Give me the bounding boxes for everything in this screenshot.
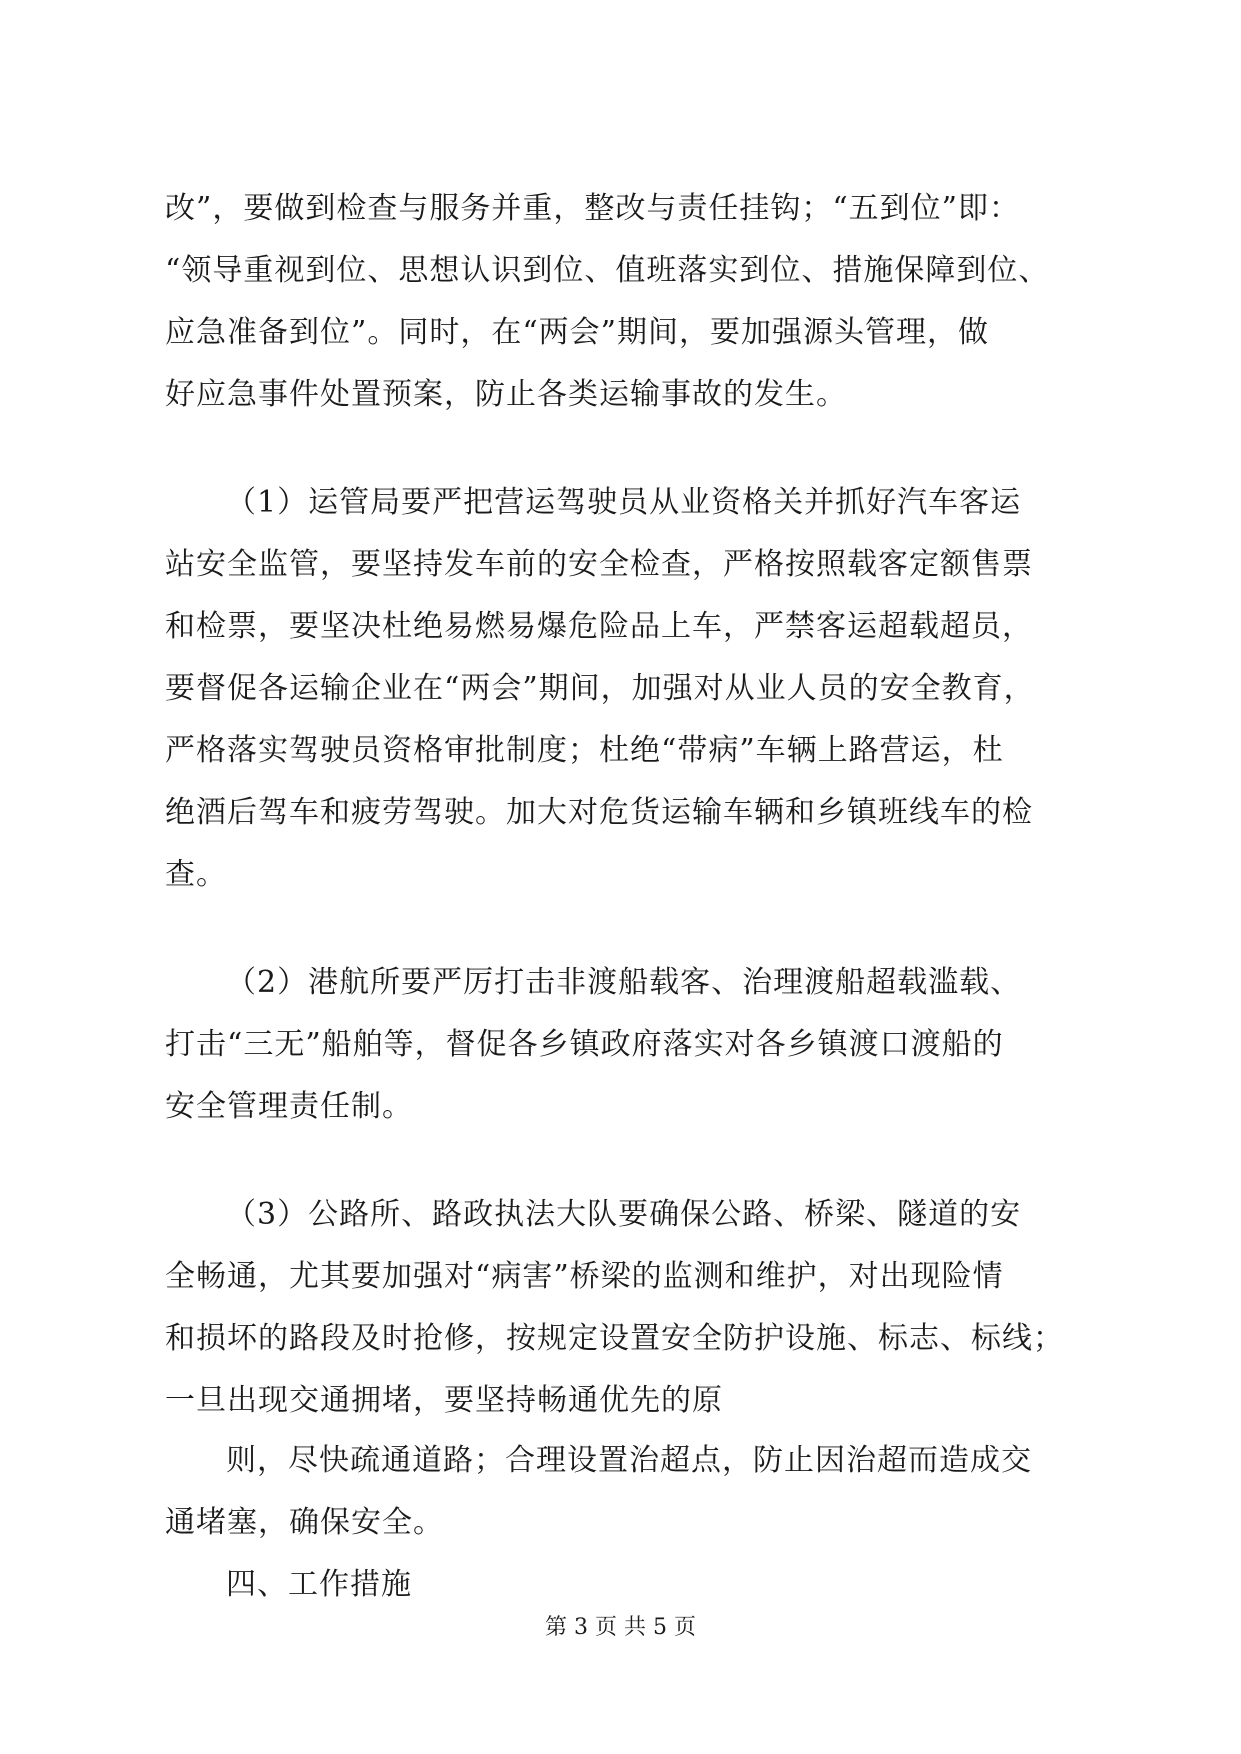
body-text-line: 严格落实驾驶员资格审批制度；杜绝“带病”车辆上路营运，杜 [165,733,1004,768]
body-text-line: 全畅通，尤其要加强对“病害”桥梁的监测和维护，对出现险情 [165,1259,1004,1294]
body-text-line: 好应急事件处置预案，防止各类运输事故的发生。 [165,377,847,412]
body-text-line: 和损坏的路段及时抢修，按规定设置安全防护设施、标志、标线； [165,1321,1064,1356]
body-text-line: 改”，要做到检查与服务并重，整改与责任挂钩；“五到位”即： [165,191,1021,226]
body-text-line: “领导重视到位、思想认识到位、值班落实到位、措施保障到位、 [165,253,1050,288]
body-text-line: 则，尽快疏通道路；合理设置治超点，防止因治超而造成交 [226,1443,1032,1478]
paragraph-1-start: （1）运管局要严把营运驾驶员从业资格关并抓好汽车客运 [226,485,1022,520]
body-text-line: 站安全监管，要坚持发车前的安全检查，严格按照载客定额售票 [165,547,1033,582]
page-number-footer: 第 3 页 共 5 页 [545,1615,696,1640]
body-text-line: 通堵塞，确保安全。 [165,1505,444,1540]
body-text-line: 打击“三无”船舶等，督促各乡镇政府落实对各乡镇渡口渡船的 [165,1027,1004,1062]
body-text-line: 查。 [165,857,227,892]
body-text-line: 和检票，要坚决杜绝易燃易爆危险品上车，严禁客运超载超员， [165,609,1033,644]
body-text-line: 要督促各运输企业在“两会”期间，加强对从业人员的安全教育， [165,671,1035,706]
body-text-line: 应急准备到位”。同时，在“两会”期间，要加强源头管理，做 [165,315,990,350]
paragraph-3-start: （3）公路所、路政执法大队要确保公路、桥梁、隧道的安 [226,1197,1022,1232]
body-text-line: 一旦出现交通拥堵，要坚持畅通优先的原 [165,1383,723,1418]
body-text-line: 安全管理责任制。 [165,1089,413,1124]
paragraph-2-start: （2）港航所要严厉打击非渡船载客、治理渡船超载滥载、 [226,965,1022,1000]
body-text-line: 绝酒后驾车和疲劳驾驶。加大对危货运输车辆和乡镇班线车的检 [165,795,1033,830]
section-heading: 四、工作措施 [226,1567,412,1602]
